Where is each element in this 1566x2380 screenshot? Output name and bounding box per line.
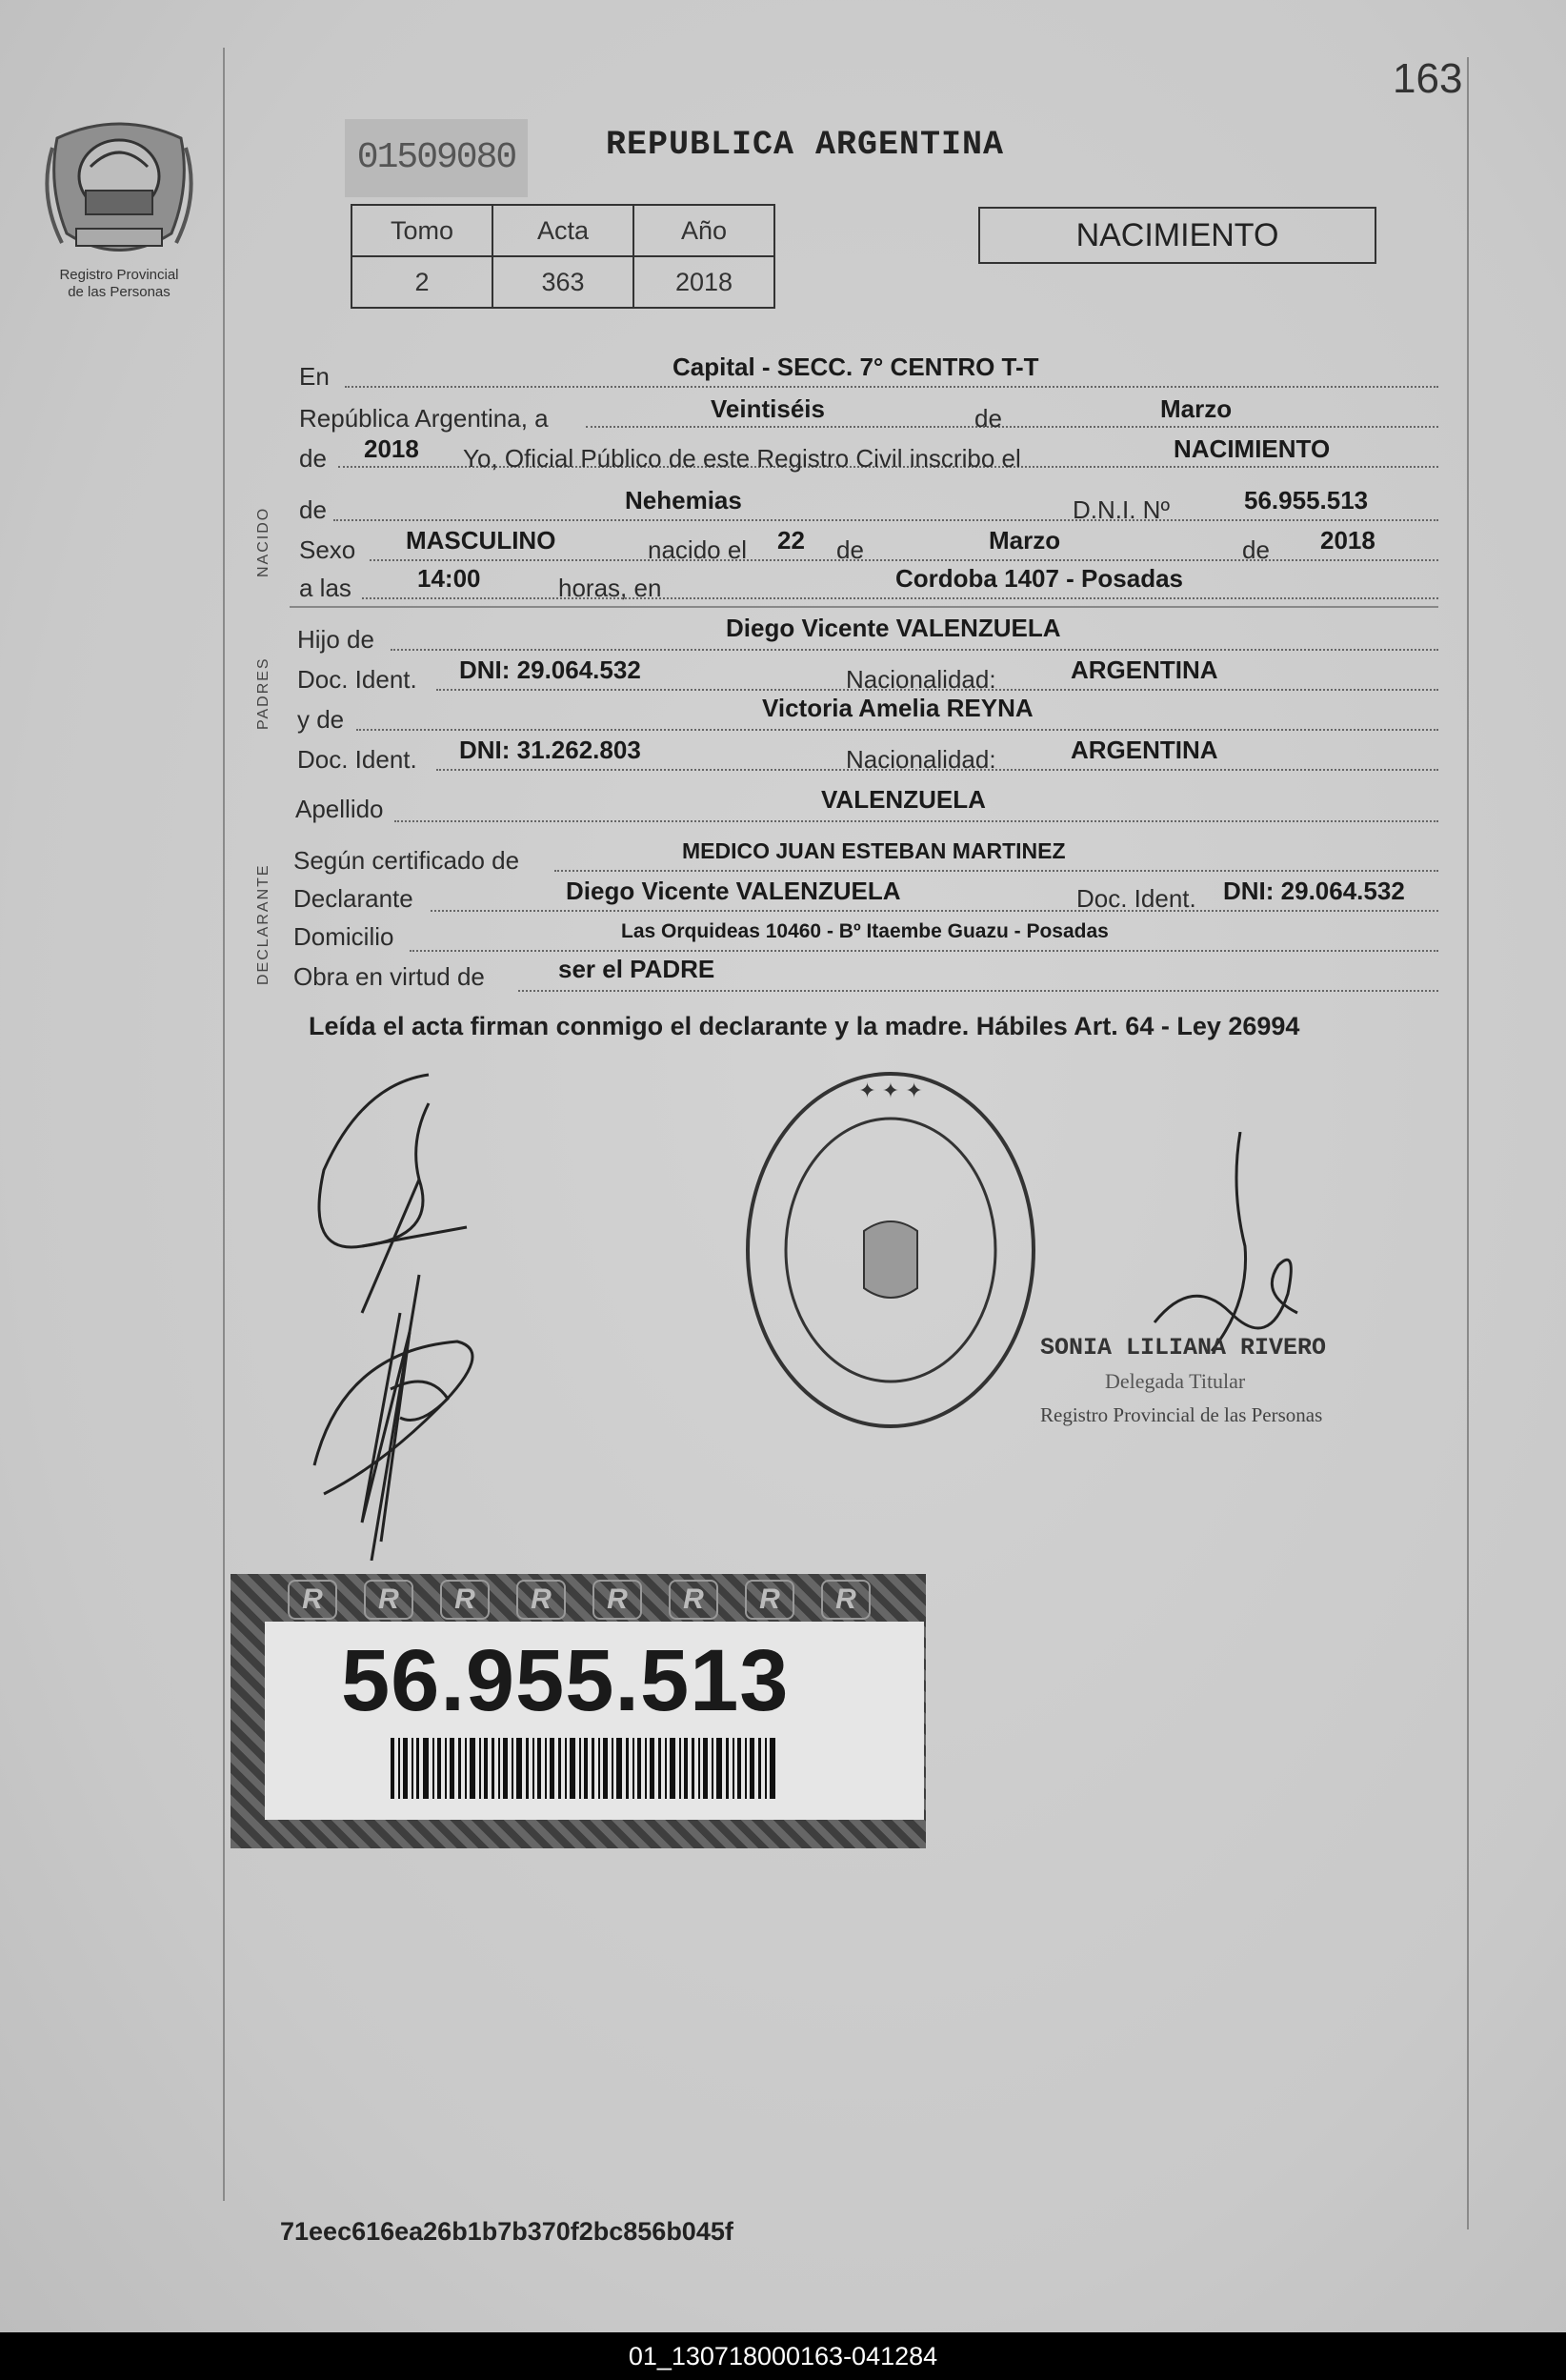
value-tomo: 2 <box>351 256 492 308</box>
field-line <box>431 909 1438 912</box>
emblem-caption-line2: de las Personas <box>68 284 171 300</box>
child-dni: 56.955.513 <box>1244 486 1369 514</box>
domicilio-value: Las Orquideas 10460 - Bº Itaembe Guazu - Posadas <box>621 920 1109 942</box>
birth-year: 2018 <box>1320 526 1375 555</box>
mother-name: Victoria Amelia REYNA <box>762 694 1034 722</box>
record-table-value-row <box>351 256 774 308</box>
field-line <box>391 648 1438 651</box>
declarante-label: Declarante <box>293 884 413 913</box>
declarant-signature-icon <box>305 1065 495 1561</box>
dni-label-block <box>231 1574 926 1848</box>
month-value: Marzo <box>1160 394 1233 423</box>
mother-doc-label: Doc. Ident. <box>297 745 417 774</box>
year-prefix: de <box>299 444 327 473</box>
inscribe-text: Yo, Oficial Público de este Registro Civil inscribo el <box>463 444 1021 473</box>
field-line <box>370 558 1438 561</box>
svg-text:✦ ✦ ✦: ✦ ✦ ✦ <box>858 1079 923 1102</box>
pattern-tile: R <box>669 1580 718 1620</box>
apellido-value: VALENZUELA <box>821 785 986 814</box>
field-line <box>345 385 1438 388</box>
official-office: Registro Provincial de las Personas <box>1040 1403 1323 1426</box>
header-ano: Año <box>633 205 774 256</box>
header-acta: Acta <box>492 205 633 256</box>
inscribe-value: NACIMIENTO <box>1174 434 1331 463</box>
mother-doc: DNI: 31.262.803 <box>459 736 641 764</box>
child-name: Nehemias <box>625 486 742 514</box>
apellido-label: Apellido <box>295 795 384 823</box>
en-value: Capital - SECC. 7° CENTRO T-T <box>673 353 1039 381</box>
emblem-caption <box>19 267 219 301</box>
nacido-el-label: nacido el <box>648 535 748 564</box>
field-line <box>394 819 1438 822</box>
cert-value: MEDICO JUAN ESTEBAN MARTINEZ <box>682 838 1066 863</box>
field-line <box>333 518 1438 521</box>
right-margin-line <box>1467 57 1469 2229</box>
document-title: REPUBLICA ARGENTINA <box>606 126 1005 164</box>
pattern-tile: R <box>288 1580 337 1620</box>
province-emblem-icon <box>38 110 200 262</box>
value-ano: 2018 <box>633 256 774 308</box>
father-nat-label: Nacionalidad: <box>846 665 996 694</box>
header-tomo: Tomo <box>351 205 492 256</box>
mother-nat-label: Nacionalidad: <box>846 745 996 774</box>
y-de-label: y de <box>297 705 345 734</box>
year-value: 2018 <box>364 434 419 463</box>
left-margin-line <box>223 48 225 2201</box>
domicilio-label: Domicilio <box>293 922 394 951</box>
pattern-tile: R <box>440 1580 490 1620</box>
father-doc-label: Doc. Ident. <box>297 665 417 694</box>
birth-month: Marzo <box>989 526 1061 555</box>
horas-label: horas, en <box>558 574 662 602</box>
birth-time: 14:00 <box>417 564 481 593</box>
obra-label: Obra en virtud de <box>293 962 485 991</box>
section-label-nacido: NACIDO <box>255 506 271 577</box>
en-label: En <box>299 362 330 391</box>
nacido-de-label3: de <box>1242 535 1270 564</box>
declarante-doc-label: Doc. Ident. <box>1076 884 1196 913</box>
pattern-tile: R <box>745 1580 794 1620</box>
closing-text: Leída el acta firman conmigo el declarante y la madre. Hábiles Art. 64 - Ley 26994 <box>309 1012 1300 1040</box>
pattern-tile: R <box>821 1580 871 1620</box>
field-line <box>356 728 1438 731</box>
sexo-label: Sexo <box>299 535 356 564</box>
official-name: SONIA LILIANA RIVERO <box>1040 1334 1327 1361</box>
mother-nationality: ARGENTINA <box>1071 736 1218 764</box>
value-acta: 363 <box>492 256 633 308</box>
father-doc: DNI: 29.064.532 <box>459 656 641 684</box>
day-value: Veintiséis <box>711 394 825 423</box>
barcode-icon <box>391 1738 781 1799</box>
birth-day: 22 <box>777 526 805 555</box>
dni-label-inner <box>265 1622 924 1820</box>
pattern-tile: R <box>364 1580 413 1620</box>
serial-number: 01509080 <box>345 119 528 197</box>
document-hash: 71eec616ea26b1b7b370f2bc856b045f <box>280 2217 733 2246</box>
official-role: Delegada Titular <box>1105 1369 1246 1393</box>
republica-label: República Argentina, a <box>299 404 549 433</box>
cert-label: Según certificado de <box>293 846 520 875</box>
pattern-tile: R <box>516 1580 566 1620</box>
official-seal-icon <box>735 1059 1046 1441</box>
de-label: de <box>974 404 1002 433</box>
field-line <box>362 596 1438 599</box>
official-signature-icon <box>1135 1132 1316 1361</box>
section-label-padres: PADRES <box>255 656 271 730</box>
father-nationality: ARGENTINA <box>1071 656 1218 684</box>
dni-label: D.N.I. Nº <box>1073 495 1170 524</box>
child-sex: MASCULINO <box>406 526 556 555</box>
declarante-name: Diego Vicente VALENZUELA <box>566 877 901 905</box>
birth-place: Cordoba 1407 - Posadas <box>895 564 1183 593</box>
pattern-tile: R <box>592 1580 642 1620</box>
field-line <box>410 949 1438 952</box>
field-line <box>586 425 1438 428</box>
declarante-doc: DNI: 29.064.532 <box>1223 877 1405 905</box>
record-type-box: NACIMIENTO <box>978 207 1376 264</box>
page-number: 163 <box>1393 55 1463 102</box>
footer-id-bar: 01_130718000163-041284 <box>0 2332 1566 2380</box>
nacido-de-label: de <box>299 495 327 524</box>
nacido-de-label2: de <box>836 535 864 564</box>
a-las-label: a las <box>299 574 351 602</box>
dni-label-number: 56.955.513 <box>341 1632 790 1729</box>
father-name: Diego Vicente VALENZUELA <box>726 614 1061 642</box>
section-divider <box>290 606 1438 608</box>
hijo-de-label: Hijo de <box>297 625 374 654</box>
record-table-header-row <box>351 205 774 256</box>
field-line <box>554 869 1438 872</box>
field-line <box>518 989 1438 992</box>
record-table <box>351 204 775 309</box>
emblem-caption-line1: Registro Provincial <box>59 267 179 283</box>
obra-value: ser el PADRE <box>558 955 715 983</box>
section-label-declarante: DECLARANTE <box>255 863 271 985</box>
